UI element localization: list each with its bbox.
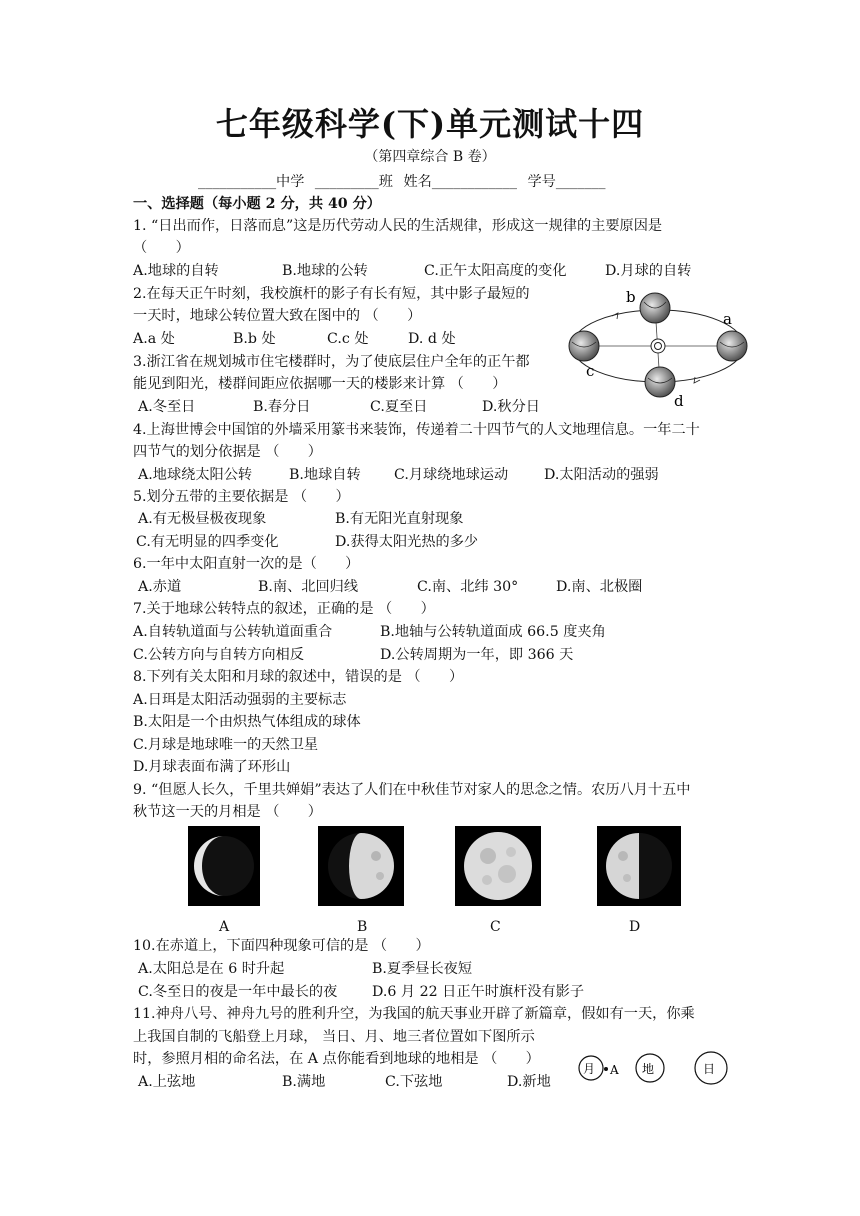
q11-option-b: B.满地 — [282, 1074, 326, 1090]
q7-option-d: D.公转周期为一年，即 366 天 — [380, 647, 574, 663]
q6-option-d: D.南、北极圈 — [556, 579, 643, 595]
earth-position-a-icon — [717, 331, 747, 361]
q5-option-b: B.有无阳光直射现象 — [335, 511, 464, 527]
sun-char-label: 日 — [703, 1062, 716, 1076]
q1-option-c: C.正午太阳高度的变化 — [424, 263, 567, 279]
q10-option-d: D.6 月 22 日正午时旗杆没有影子 — [372, 984, 585, 1000]
moon-phase-a-image — [188, 826, 260, 906]
sun-moon-earth-figure — [575, 1048, 735, 1088]
orbit-label-c: c — [586, 362, 595, 380]
q8-option-c: C.月球是地球唯一的天然卫星 — [133, 737, 319, 753]
q11-option-d: D.新地 — [507, 1074, 551, 1090]
q10-option-a: A.太阳总是在 6 时升起 — [138, 961, 285, 977]
q3-option-b: B.春分日 — [253, 399, 311, 415]
q3-line2: 能见到阳光，楼群间距应依据哪一天的楼影来计算 （ ） — [133, 376, 507, 392]
q8-line1: 8.下列有关太阳和月球的叙述中，错误的是 （ ） — [133, 669, 464, 685]
q6-line1: 6.一年中太阳直射一次的是（ ） — [133, 556, 360, 572]
q10-line1: 10.在赤道上，下面四种现象可信的是 （ ） — [133, 938, 430, 954]
q5-option-a: A.有无极昼极夜现象 — [138, 511, 267, 527]
q3-option-c: C.夏至日 — [370, 399, 428, 415]
q2-option-b: B.b 处 — [233, 331, 276, 347]
q1-option-d: D.月球的自转 — [605, 263, 692, 279]
page-subtitle: （第四章综合 B 卷） — [364, 149, 496, 165]
earth-position-c-icon — [569, 331, 599, 361]
q2-line1: 2.在每天正午时刻，我校旗杆的影子有长有短，其中影子最短的 — [133, 286, 530, 302]
earth-position-d-icon — [645, 367, 675, 397]
q1-option-a: A.地球的自转 — [133, 263, 219, 279]
q7-option-b: B.地轴与公转轨道面成 66.5 度夹角 — [380, 624, 606, 640]
point-a-label: A — [610, 1063, 619, 1077]
q4-option-a: A.地球绕太阳公转 — [138, 467, 253, 483]
q4-option-b: B.地球自转 — [289, 467, 361, 483]
q9-line2: 秋节这一天的月相是 （ ） — [133, 804, 322, 820]
point-a-dot-icon — [604, 1067, 608, 1071]
q11-line1: 11.神舟八号、神舟九号的胜利升空，为我国的航天事业开辟了新篇章，假如有一天，你乘 — [133, 1006, 695, 1022]
earth-position-b-icon — [640, 293, 670, 323]
moon-label-c: C — [490, 919, 501, 935]
q11-line2: 上我国自制的飞船登上月球， 当日、月、地三者位置如下图所示 — [133, 1029, 535, 1045]
q1-option-b: B.地球的公转 — [282, 263, 368, 279]
q2-option-d: D. d 处 — [408, 331, 456, 347]
q10-option-b: B.夏季昼长夜短 — [372, 961, 473, 977]
q9-line1: 9. “但愿人长久，千里共婵娟”表达了人们在中秋佳节对家人的思念之情。农历八月十五中 — [133, 782, 691, 798]
moon-phase-c-image — [455, 826, 541, 906]
q6-option-a: A.赤道 — [138, 579, 182, 595]
student-info-line: ___________中学 _________班 姓名____________ 学号_______ — [198, 174, 606, 190]
q2-line2: 一天时，地球公转位置大致在图中的 （ ） — [133, 308, 422, 324]
q3-line1: 3.浙江省在规划城市住宅楼群时，为了使底层住户全年的正午都 — [133, 354, 530, 370]
q8-option-d: D.月球表面布满了环形山 — [133, 759, 291, 775]
q7-line1: 7.关于地球公转特点的叙述，正确的是 （ ） — [133, 601, 435, 617]
section-heading: 一、选择题（每小题 2 分，共 40 分） — [133, 196, 381, 212]
orbit-label-d: d — [674, 392, 684, 410]
q4-line2: 四节气的划分依据是 （ ） — [133, 444, 322, 460]
q6-option-b: B.南、北回归线 — [258, 579, 359, 595]
q1-line2: （ ） — [133, 240, 190, 256]
q5-option-d: D.获得太阳光热的多少 — [335, 534, 479, 550]
earth-orbit-figure — [560, 284, 756, 414]
q4-option-c: C.月球绕地球运动 — [394, 467, 509, 483]
q7-option-a: A.自转轨道面与公转轨道面重合 — [133, 624, 333, 640]
moon-char-label: 月 — [583, 1062, 596, 1076]
q5-line1: 5.划分五带的主要依据是 （ ） — [133, 489, 350, 505]
orbit-label-a: a — [723, 310, 732, 328]
q11-option-c: C.下弦地 — [385, 1074, 443, 1090]
q3-option-d: D.秋分日 — [482, 399, 540, 415]
q8-option-b: B.太阳是一个由炽热气体组成的球体 — [133, 714, 361, 730]
moon-phase-b-image — [318, 826, 404, 906]
q11-line3: 时，参照月相的命名法，在 A 点你能看到地球的地相是 （ ） — [133, 1051, 540, 1067]
q10-option-c: C.冬至日的夜是一年中最长的夜 — [138, 984, 338, 1000]
q11-option-a: A.上弦地 — [138, 1074, 196, 1090]
q5-option-c: C.有无明显的四季变化 — [136, 534, 279, 550]
orbit-label-b: b — [626, 288, 636, 306]
q4-line1: 4.上海世博会中国馆的外墙采用篆书来装饰，传递着二十四节气的人文地理信息。一年二十 — [133, 422, 700, 438]
q2-option-a: A.a 处 — [133, 331, 175, 347]
moon-label-a: A — [219, 919, 230, 935]
moon-phase-d-image — [597, 826, 681, 906]
earth-char-label: 地 — [642, 1062, 655, 1076]
q2-option-c: C.c 处 — [327, 331, 369, 347]
q8-option-a: A.日珥是太阳活动强弱的主要标志 — [133, 692, 347, 708]
q1-line1: 1. “日出而作，日落而息”这是历代劳动人民的生活规律，形成这一规律的主要原因是 — [133, 218, 663, 234]
page-title: 七年级科学(下)单元测试十四 — [215, 105, 645, 143]
q4-option-d: D.太阳活动的强弱 — [544, 467, 659, 483]
q7-option-c: C.公转方向与自转方向相反 — [133, 647, 304, 663]
moon-label-d: D — [629, 919, 641, 935]
q6-option-c: C.南、北纬 30° — [417, 579, 519, 595]
moon-label-b: B — [357, 919, 368, 935]
q3-option-a: A.冬至日 — [138, 399, 196, 415]
